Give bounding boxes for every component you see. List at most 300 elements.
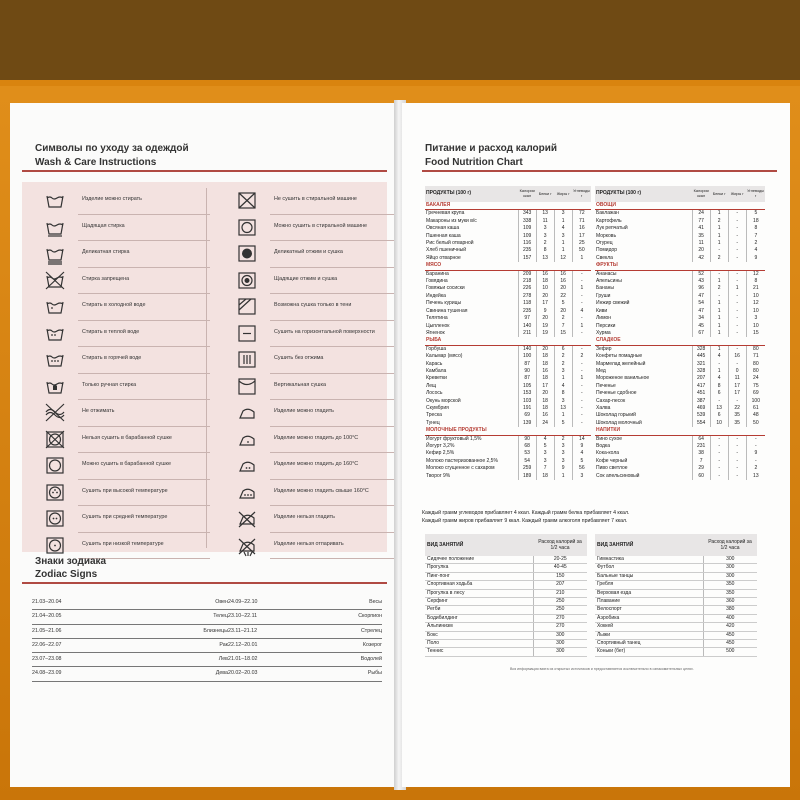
food-kcal: 226 xyxy=(518,285,536,292)
no-wring-icon xyxy=(44,403,66,421)
food-row xyxy=(595,361,765,368)
wash-row xyxy=(34,188,210,215)
food-carb: 24 xyxy=(746,375,765,382)
wash-tub-icon xyxy=(44,191,66,209)
activity-kcal: 450 xyxy=(703,631,757,639)
food-protein: 20 xyxy=(536,315,554,322)
food-protein: 18 xyxy=(536,361,554,368)
food-name: Молоко сгущенное с сахаром xyxy=(426,465,495,472)
food-name: Кофе черный xyxy=(596,457,628,464)
food-kcal: 52 xyxy=(692,270,710,278)
food-kcal: 328 xyxy=(692,345,710,353)
food-protein: - xyxy=(710,247,728,254)
food-carb: 50 xyxy=(746,420,765,427)
food-fat: 8 xyxy=(554,390,572,397)
food-carb: - xyxy=(572,420,591,427)
food-fat: - xyxy=(728,361,746,368)
food-kcal: 387 xyxy=(692,398,710,405)
food-kcal: 45 xyxy=(692,323,710,330)
food-name: Пшенная каша xyxy=(426,232,461,239)
food-name: Скумбрия xyxy=(426,404,449,411)
zodiac-row xyxy=(32,610,228,624)
wash-label: Можно сушить в стиральной машине xyxy=(274,222,368,229)
food-protein: 16 xyxy=(536,368,554,375)
food-category-row xyxy=(595,202,765,210)
activity-name: Регби xyxy=(425,606,533,614)
food-carb: 9 xyxy=(572,443,591,450)
activity-table-right xyxy=(595,534,757,657)
food-row xyxy=(595,465,765,472)
food-protein: 11 xyxy=(536,218,554,225)
food-name: Шоколад горький xyxy=(596,412,636,419)
wash-row xyxy=(34,215,210,242)
food-carb: 9 xyxy=(746,255,765,262)
food-name: Водка xyxy=(596,443,611,449)
activity-row xyxy=(595,614,757,622)
food-kcal: 140 xyxy=(518,345,536,353)
activity-name: Пинг-понг xyxy=(425,572,533,580)
food-kcal: 209 xyxy=(518,270,536,278)
food-fat: 16 xyxy=(554,270,572,278)
food-fat: 3 xyxy=(554,210,572,218)
food-name: Пиво светлое xyxy=(596,465,628,472)
activity-row xyxy=(425,631,587,639)
food-fat: - xyxy=(728,240,746,247)
food-protein: 1 xyxy=(710,323,728,330)
food-carb: - xyxy=(572,330,591,337)
food-fat: 35 xyxy=(728,412,746,419)
food-row xyxy=(425,435,591,443)
zodiac-row xyxy=(32,653,228,667)
wash-column-right xyxy=(226,188,402,559)
wash-title-ru: Символы по уходу за одеждой xyxy=(35,143,189,154)
food-row xyxy=(425,405,591,412)
header-fat: Жиры г xyxy=(728,186,746,202)
food-protein: 1 xyxy=(710,315,728,322)
food-kcal: 24 xyxy=(692,210,710,218)
food-row xyxy=(425,443,591,450)
food-name: Мороженое ванильное xyxy=(596,375,650,382)
food-kcal: 328 xyxy=(692,368,710,375)
food-row xyxy=(425,361,591,368)
wash-title-rule xyxy=(22,170,387,172)
food-fat: - xyxy=(728,210,746,218)
hand-wash-icon xyxy=(44,377,66,395)
activity-kcal: 250 xyxy=(533,606,587,614)
food-row xyxy=(425,450,591,457)
food-kcal: 54 xyxy=(518,458,536,465)
food-kcal: 54 xyxy=(692,300,710,307)
zodiac-sign: Телец xyxy=(213,613,228,620)
wash-row xyxy=(226,533,402,560)
wash-label: Нельзя сушить в барабанной сушке xyxy=(82,434,172,441)
activity-kcal: 210 xyxy=(533,589,587,597)
activity-name: Сидячее положение xyxy=(425,556,533,564)
food-name: Персики xyxy=(596,322,616,329)
activity-name: Коньки (бег) xyxy=(595,648,703,656)
food-kcal: 343 xyxy=(518,210,536,218)
header-activity: ВИД ЗАНЯТИЙ xyxy=(425,534,533,556)
food-row xyxy=(595,225,765,232)
activity-table-left xyxy=(425,534,587,657)
delicate-wash-icon xyxy=(44,244,66,262)
food-protein: 1 xyxy=(710,240,728,247)
gentle-spin-icon xyxy=(236,271,258,289)
food-carb: - xyxy=(572,300,591,307)
food-carb: - xyxy=(746,443,765,450)
food-name: Говяжьи сосиски xyxy=(426,285,465,292)
wash-row xyxy=(226,294,402,321)
food-carb: 71 xyxy=(746,353,765,360)
food-kcal: 29 xyxy=(692,465,710,472)
header-protein: Белки г xyxy=(710,186,728,202)
no-machine-dry-icon xyxy=(236,191,258,209)
food-row xyxy=(595,345,765,353)
food-fat: 1 xyxy=(554,375,572,382)
wash-label: Щадящие отжим и сушка xyxy=(274,275,338,282)
wash-label: Стирать в горячей воде xyxy=(82,355,142,361)
food-protein: - xyxy=(710,473,728,480)
wash-separator xyxy=(270,558,402,559)
food-protein: 18 xyxy=(536,398,554,405)
food-carb: 14 xyxy=(572,435,591,443)
zodiac-dates: 22.12–20.01 xyxy=(228,641,258,648)
food-row xyxy=(425,383,591,390)
wash-row xyxy=(226,400,402,427)
food-row xyxy=(595,315,765,322)
wash-row xyxy=(34,294,210,321)
wash-column-left xyxy=(34,188,210,559)
zodiac-list-right xyxy=(228,596,382,682)
food-fat: 3 xyxy=(554,443,572,450)
food-carb: 5 xyxy=(746,210,765,218)
food-row xyxy=(595,368,765,375)
food-fat: 4 xyxy=(554,225,572,232)
food-name: Сок апельсиновый xyxy=(596,472,640,479)
zodiac-dates: 23.07–23.08 xyxy=(32,656,62,663)
activity-row xyxy=(425,589,587,597)
food-kcal: 207 xyxy=(692,375,710,382)
food-carb: 1 xyxy=(572,285,591,292)
food-fat: 22 xyxy=(728,405,746,412)
activity-kcal: 300 xyxy=(703,556,757,564)
food-protein: - xyxy=(710,435,728,443)
food-header-row xyxy=(425,186,591,202)
wash-row xyxy=(226,188,402,215)
food-fat: 16 xyxy=(554,278,572,285)
activity-kcal: 380 xyxy=(703,606,757,614)
activity-row xyxy=(595,598,757,606)
food-name: Тунец xyxy=(426,419,440,426)
zodiac-dates: 22.06–22.07 xyxy=(32,641,62,648)
activity-row xyxy=(425,564,587,572)
food-row xyxy=(595,375,765,382)
food-carb: 25 xyxy=(572,240,591,247)
warm-wash-icon xyxy=(44,324,66,342)
food-fat: 6 xyxy=(554,345,572,353)
food-name: Морковь xyxy=(596,232,617,239)
food-name: Хлеб пшеничный xyxy=(426,247,467,254)
food-kcal: 191 xyxy=(518,405,536,412)
food-kcal: 139 xyxy=(518,420,536,427)
wash-label: Изделие можно стирать xyxy=(82,196,142,202)
activity-row xyxy=(425,648,587,656)
food-protein: 1 xyxy=(710,368,728,375)
food-name: Цыпленок xyxy=(426,322,450,329)
food-name: Яйцо отварное xyxy=(426,254,461,261)
food-kcal: 105 xyxy=(518,383,536,390)
wash-row xyxy=(34,453,210,480)
wash-label: Вертикальная сушка xyxy=(274,381,326,388)
food-fat: 2 xyxy=(554,315,572,322)
food-kcal: 20 xyxy=(692,247,710,254)
food-carb: 3 xyxy=(572,473,591,480)
food-name: Йогурт 3,2% xyxy=(426,443,455,449)
food-table-right xyxy=(595,186,765,480)
food-name: Печень курицы xyxy=(426,300,462,307)
activity-row xyxy=(595,564,757,572)
header-product: ПРОДУКТЫ (100 г) xyxy=(425,186,518,202)
wash-label: Не отжимать xyxy=(82,408,115,414)
food-name: Хурма xyxy=(596,329,611,336)
no-wash-icon xyxy=(44,271,66,289)
food-protein: 13 xyxy=(536,255,554,262)
food-name: Телятина xyxy=(426,315,448,322)
food-carb: 75 xyxy=(746,383,765,390)
food-carb: 15 xyxy=(746,330,765,337)
food-name: Печенье сдобное xyxy=(596,390,637,397)
food-protein: 18 xyxy=(536,405,554,412)
gentle-wash-icon xyxy=(44,218,66,236)
food-row xyxy=(595,247,765,254)
food-category: МОЛОЧНЫЕ ПРОДУКТЫ xyxy=(425,427,591,435)
wash-row xyxy=(226,506,402,533)
food-fat: 3 xyxy=(554,450,572,457)
food-fat: 3 xyxy=(554,458,572,465)
activity-name: Спортивный танец xyxy=(595,640,703,648)
header-kcal-half-hour: Расход калорий за 1/2 часа xyxy=(703,534,757,556)
zodiac-dates: 21.01–18.02 xyxy=(228,656,258,663)
food-carb: 17 xyxy=(572,233,591,240)
zodiac-title-ru: Знаки зодиака xyxy=(35,556,107,567)
food-carb: 71 xyxy=(572,218,591,225)
food-fat: 13 xyxy=(554,405,572,412)
food-name: Мед xyxy=(596,367,606,374)
zodiac-sign: Водолей xyxy=(360,656,382,663)
food-category: МЯСО xyxy=(425,262,591,270)
food-carb: 3 xyxy=(746,315,765,322)
food-row xyxy=(425,270,591,278)
wash-row xyxy=(226,347,402,374)
activity-row xyxy=(595,589,757,597)
food-fat: - xyxy=(728,435,746,443)
wash-label: Не сушить в стиральной машине xyxy=(274,196,357,202)
food-row xyxy=(595,270,765,278)
wash-label: Только ручная стирка xyxy=(82,381,137,388)
food-kcal: 96 xyxy=(692,285,710,292)
food-protein: - xyxy=(710,458,728,465)
food-row xyxy=(595,210,765,218)
zodiac-row xyxy=(32,639,228,653)
activity-name: Теннис xyxy=(425,648,533,656)
zodiac-sign: Рыбы xyxy=(367,670,382,677)
hot-wash-icon xyxy=(44,350,66,368)
food-carb: 12 xyxy=(746,270,765,278)
food-name: Камбала xyxy=(426,367,447,374)
food-kcal: 38 xyxy=(692,450,710,457)
header-fat: Жиры г xyxy=(554,186,572,202)
zodiac-sign: Весы xyxy=(369,599,382,605)
food-carb: 100 xyxy=(746,398,765,405)
activity-row xyxy=(425,614,587,622)
food-name: Окунь морской xyxy=(426,397,461,404)
food-protein: 10 xyxy=(536,285,554,292)
food-carb: 4 xyxy=(572,308,591,315)
wash-label: Изделие можно гладить до 160°C xyxy=(274,461,359,467)
zodiac-row xyxy=(32,625,228,639)
food-row xyxy=(595,308,765,315)
food-carb: - xyxy=(572,270,591,278)
food-carb: 18 xyxy=(746,218,765,225)
activity-name: Верховая езда xyxy=(595,589,703,597)
zodiac-sign: Козерог xyxy=(362,641,382,648)
food-protein: 9 xyxy=(536,308,554,315)
food-name: Инжир свежий xyxy=(596,300,630,307)
food-name: Макароны из муки в/с xyxy=(426,217,477,224)
food-kcal: 67 xyxy=(692,330,710,337)
zodiac-sign: Дева xyxy=(215,670,228,677)
header-kcal-half-hour: Расход калорий за 1/2 часа xyxy=(533,534,587,556)
food-protein: - xyxy=(710,293,728,300)
iron-low-icon xyxy=(236,430,258,448)
food-carb: - xyxy=(572,412,591,419)
food-row xyxy=(595,412,765,419)
food-carb: 8 xyxy=(746,225,765,232)
food-row xyxy=(425,218,591,225)
food-category: ОВОЩИ xyxy=(595,202,765,210)
food-kcal: 47 xyxy=(692,293,710,300)
activity-name: Бокс xyxy=(425,631,533,639)
wash-row xyxy=(34,241,210,268)
food-kcal: 34 xyxy=(692,315,710,322)
food-fat: 17 xyxy=(728,390,746,397)
food-carb: 50 xyxy=(572,247,591,254)
food-row xyxy=(425,368,591,375)
food-name: Лимон xyxy=(596,315,612,322)
food-kcal: 445 xyxy=(692,353,710,360)
activity-row xyxy=(425,606,587,614)
line-dry-icon xyxy=(236,377,258,395)
food-row xyxy=(595,458,765,465)
food-kcal: 157 xyxy=(518,255,536,262)
activity-kcal: 250 xyxy=(533,598,587,606)
food-kcal: 211 xyxy=(518,330,536,337)
food-kcal: 69 xyxy=(518,412,536,419)
activity-row xyxy=(595,606,757,614)
iron-icon xyxy=(236,403,258,421)
food-row xyxy=(595,473,765,480)
food-carb: - xyxy=(746,435,765,443)
food-kcal: 278 xyxy=(518,293,536,300)
food-kcal: 116 xyxy=(518,240,536,247)
food-category-row xyxy=(595,262,765,270)
header-carb: Углеводы г xyxy=(746,186,765,202)
zodiac-sign: Скорпион xyxy=(358,613,382,620)
food-protein: - xyxy=(710,450,728,457)
food-kcal: 47 xyxy=(692,308,710,315)
food-fat: 1 xyxy=(554,247,572,254)
activity-row xyxy=(595,648,757,656)
zodiac-title-rule xyxy=(22,582,387,584)
header-carb: Углеводы г xyxy=(572,186,591,202)
activity-name: Бальные танцы xyxy=(595,572,703,580)
zodiac-dates: 24.08–23.09 xyxy=(32,670,62,677)
food-name: Горбуша xyxy=(426,345,446,352)
food-protein: - xyxy=(710,443,728,450)
food-row xyxy=(595,435,765,443)
food-protein: 10 xyxy=(710,420,728,427)
wash-row xyxy=(226,241,402,268)
zodiac-row xyxy=(32,667,228,681)
food-protein: 1 xyxy=(710,225,728,232)
tumble-dry-high-icon xyxy=(44,483,66,501)
food-protein: 2 xyxy=(710,285,728,292)
food-carb: 2 xyxy=(572,353,591,360)
no-iron-icon xyxy=(236,509,258,527)
activity-name: Серфинг xyxy=(425,598,533,606)
food-fat: - xyxy=(728,465,746,472)
food-table-left xyxy=(425,186,591,480)
food-name: Ягненок xyxy=(426,329,445,336)
food-carb: 21 xyxy=(746,285,765,292)
wash-row xyxy=(226,321,402,348)
zodiac-row xyxy=(228,653,382,667)
food-kcal: 338 xyxy=(518,218,536,225)
food-protein: 4 xyxy=(710,375,728,382)
activity-kcal: 400 xyxy=(703,614,757,622)
no-steam-icon xyxy=(236,536,258,554)
activity-row xyxy=(595,581,757,589)
food-row xyxy=(425,398,591,405)
food-protein: 4 xyxy=(710,353,728,360)
activity-kcal: 20-25 xyxy=(533,556,587,564)
food-protein: - xyxy=(710,465,728,472)
wash-row xyxy=(34,506,210,533)
food-row xyxy=(425,247,591,254)
activity-kcal: 300 xyxy=(533,648,587,656)
food-fat: 1 xyxy=(554,218,572,225)
food-row xyxy=(595,450,765,457)
wash-label: Изделие можно гладить до 100°C xyxy=(274,434,359,441)
food-carb: 48 xyxy=(746,412,765,419)
food-carb: - xyxy=(572,293,591,300)
activity-kcal: 270 xyxy=(533,623,587,631)
food-name: Мармелад желейный xyxy=(596,360,646,367)
wash-row xyxy=(34,321,210,348)
food-kcal: 235 xyxy=(518,308,536,315)
food-protein: 7 xyxy=(536,465,554,472)
zodiac-list-left xyxy=(32,596,228,682)
food-kcal: 41 xyxy=(692,225,710,232)
food-category: РЫБА xyxy=(425,337,591,345)
wash-label: Сушить при высокой температуре xyxy=(82,487,168,494)
food-kcal: 42 xyxy=(692,255,710,262)
food-row xyxy=(425,323,591,330)
food-kcal: 109 xyxy=(518,225,536,232)
food-row xyxy=(425,293,591,300)
activity-name: Лыжи xyxy=(595,631,703,639)
activity-row xyxy=(595,631,757,639)
